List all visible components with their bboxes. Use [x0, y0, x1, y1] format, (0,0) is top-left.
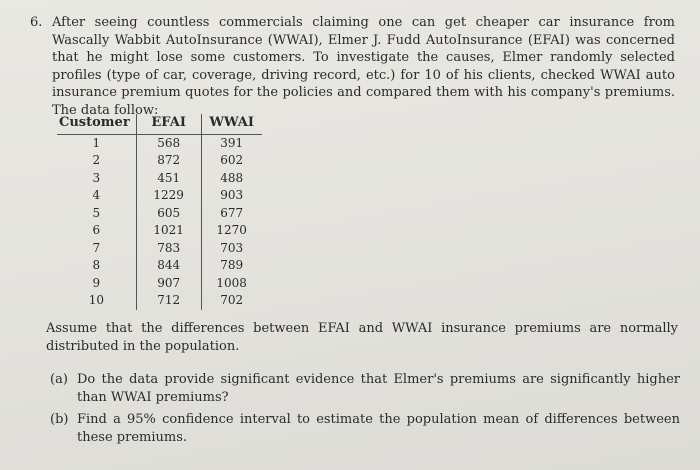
customer-cell: 9 — [92, 275, 101, 290]
customer-cell: 1 — [92, 135, 101, 150]
wwai-cell: 702 — [220, 293, 244, 307]
wwai-cell: 1008 — [216, 275, 247, 290]
table-row — [57, 222, 262, 240]
wwai-cell: 703 — [220, 240, 244, 255]
problem-number: 6. — [30, 15, 43, 30]
customer-cell: 10 — [88, 293, 104, 307]
table-row — [57, 275, 262, 293]
table-row — [57, 152, 262, 170]
table-row — [57, 240, 262, 258]
part-b-label: (b) — [50, 412, 69, 427]
efai-cell: 907 — [136, 275, 201, 293]
header-efai: EFAI — [136, 114, 201, 134]
efai-cell: 872 — [136, 152, 201, 170]
efai-cell: 451 — [136, 170, 201, 188]
wwai-cell: 1270 — [216, 223, 247, 237]
problem-text: After seeing countless commercials claiming one can get cheaper car insurance from Wascally Wabbit AutoInsurance (WWAI), Elmer J. Fudd AutoInsurance (EFAI) was concerned that he might lose some customers. To investigate the causes, Elmer randomly selected profiles (type of car, coverage, driving record, etc.) for 10 of his clients, checked WWAI auto insurance premium quotes for the policies and compared them with his company's premiums. The data follow: — [52, 15, 675, 118]
problem-statement — [30, 14, 675, 119]
table-row — [57, 134, 262, 152]
table-row — [57, 205, 262, 223]
efai-cell: 568 — [136, 134, 201, 152]
table-row — [57, 187, 262, 205]
efai-cell: 1021 — [136, 222, 201, 240]
efai-cell: 605 — [136, 205, 201, 223]
part-a-label: (a) — [50, 372, 68, 387]
wwai-cell: 602 — [220, 153, 244, 167]
efai-cell: 1229 — [136, 187, 201, 205]
wwai-cell: 391 — [220, 135, 244, 150]
table-row — [57, 170, 262, 188]
header-wwai: WWAI — [201, 114, 262, 134]
efai-cell: 783 — [136, 240, 201, 258]
wwai-cell: 789 — [220, 258, 244, 272]
customer-cell: 2 — [92, 153, 101, 167]
table-row — [57, 257, 262, 275]
customer-cell: 4 — [92, 188, 101, 202]
customer-cell: 5 — [92, 205, 101, 220]
customer-cell: 6 — [92, 223, 101, 237]
wwai-cell: 677 — [220, 205, 244, 220]
question-part-a — [50, 371, 680, 406]
efai-cell: 712 — [136, 292, 201, 310]
normality-assumption: Assume that the differences between EFAI and WWAI insurance premiums are normally distributed in the population. — [46, 321, 678, 354]
efai-cell: 844 — [136, 257, 201, 275]
table-row — [57, 292, 262, 310]
wwai-cell: 488 — [220, 170, 244, 185]
premium-data-table — [57, 114, 262, 310]
part-b-text: Find a 95% confidence interval to estimate the population mean of differences between these premiums. — [77, 412, 680, 445]
customer-cell: 8 — [92, 258, 101, 272]
customer-cell: 7 — [92, 240, 101, 255]
customer-cell: 3 — [92, 170, 101, 185]
header-customer: Customer — [57, 114, 136, 134]
question-part-b — [50, 411, 680, 446]
part-a-text: Do the data provide significant evidence that Elmer's premiums are significantly higher than WWAI premiums? — [77, 372, 680, 405]
table-header-row — [57, 114, 262, 134]
wwai-cell: 903 — [220, 188, 244, 202]
